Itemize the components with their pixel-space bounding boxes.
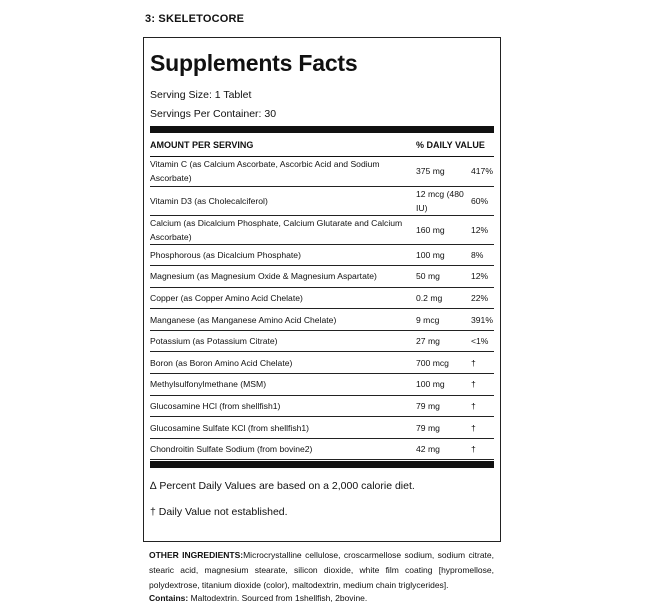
nutrient-amount: 42 mg <box>416 438 471 460</box>
table-row <box>150 330 494 352</box>
table-row <box>150 395 494 417</box>
nutrient-dv: 12% <box>471 215 494 244</box>
table-row <box>150 352 494 374</box>
nutrient-name: Potassium (as Potassium Citrate) <box>150 330 416 352</box>
nutrient-amount: 79 mg <box>416 417 471 439</box>
table-row <box>150 215 494 244</box>
table-row <box>150 438 494 460</box>
serving-size: Serving Size: 1 Tablet <box>150 89 252 101</box>
nutrient-amount: 375 mg <box>416 157 471 186</box>
nutrient-name: Glucosamine HCl (from shellfish1) <box>150 395 416 417</box>
nutrient-amount: 0.2 mg <box>416 287 471 309</box>
nutrient-amount: 100 mg <box>416 374 471 396</box>
thick-divider-bottom <box>150 461 494 468</box>
facts-header-row <box>150 133 494 157</box>
table-row <box>150 244 494 266</box>
other-ingredients-label: OTHER INGREDIENTS: <box>149 550 244 560</box>
nutrient-name: Boron (as Boron Amino Acid Chelate) <box>150 352 416 374</box>
nutrient-amount: 50 mg <box>416 266 471 288</box>
nutrient-dv: 417% <box>471 157 494 186</box>
nutrient-name: Calcium (as Dicalcium Phosphate, Calcium Glutarate and Calcium Ascorbate) <box>150 215 416 244</box>
contains-label: Contains: <box>149 593 189 603</box>
nutrient-dv: 8% <box>471 244 494 266</box>
nutrient-dv: <1% <box>471 330 494 352</box>
nutrient-name: Methylsulfonylmethane (MSM) <box>150 374 416 396</box>
nutrient-name: Vitamin D3 (as Cholecalciferol) <box>150 186 416 215</box>
nutrient-dv: † <box>471 374 494 396</box>
table-row <box>150 374 494 396</box>
nutrient-dv: 391% <box>471 309 494 331</box>
nutrient-amount: 100 mg <box>416 244 471 266</box>
nutrient-amount: 27 mg <box>416 330 471 352</box>
nutrient-amount: 700 mcg <box>416 352 471 374</box>
nutrient-dv: 12% <box>471 266 494 288</box>
table-row <box>150 157 494 186</box>
nutrient-dv: 60% <box>471 186 494 215</box>
nutrient-table <box>150 157 494 460</box>
table-row <box>150 266 494 288</box>
nutrient-name: Glucosamine Sulfate KCl (from shellfish1) <box>150 417 416 439</box>
other-ingredients <box>149 548 494 593</box>
table-row <box>150 417 494 439</box>
footnote-dagger: † Daily Value not established. <box>150 506 288 519</box>
nutrient-dv: 22% <box>471 287 494 309</box>
nutrient-amount: 9 mcg <box>416 309 471 331</box>
nutrient-amount: 160 mg <box>416 215 471 244</box>
nutrient-dv: † <box>471 417 494 439</box>
nutrient-name: Copper (as Copper Amino Acid Chelate) <box>150 287 416 309</box>
nutrient-name: Magnesium (as Magnesium Oxide & Magnesium Aspartate) <box>150 266 416 288</box>
footnote-percent: ∆ Percent Daily Values are based on a 2,000 calorie diet. <box>150 480 415 493</box>
supplement-facts-panel <box>143 37 501 542</box>
table-row <box>150 186 494 215</box>
other-ingredients-text: Microcrystalline cellulose, croscarmellose sodium, sodium citrate, stearic acid, magnesium stearate, silicon dioxide, white film coating [hypromellose, polydextrose, titanium dioxide (color), maltodextrin, medium chain triglycerides]. <box>149 550 495 590</box>
table-row <box>150 287 494 309</box>
thick-divider <box>150 126 494 133</box>
nutrient-name: Phosphorous (as Dicalcium Phosphate) <box>150 244 416 266</box>
section-heading: 3: SKELETOCORE <box>145 13 245 25</box>
facts-title: Supplements Facts <box>150 50 358 76</box>
table-row <box>150 309 494 331</box>
nutrient-amount: 79 mg <box>416 395 471 417</box>
nutrient-dv: † <box>471 352 494 374</box>
nutrient-name: Manganese (as Manganese Amino Acid Chelate) <box>150 309 416 331</box>
contains-text: Maltodextrin. Sourced from 1shellfish, 2bovine. <box>188 593 368 603</box>
nutrient-amount: 12 mcg (480 IU) <box>416 186 471 215</box>
nutrient-name: Chondroitin Sulfate Sodium (from bovine2) <box>150 438 416 460</box>
header-amount: AMOUNT PER SERVING <box>150 139 254 150</box>
nutrient-dv: † <box>471 438 494 460</box>
nutrient-name: Vitamin C (as Calcium Ascorbate, Ascorbic Acid and Sodium Ascorbate) <box>150 157 416 186</box>
servings-per-container: Servings Per Container: 30 <box>150 108 277 120</box>
contains-statement <box>149 593 367 603</box>
nutrient-dv: † <box>471 395 494 417</box>
header-daily-value: % DAILY VALUE <box>416 139 485 150</box>
